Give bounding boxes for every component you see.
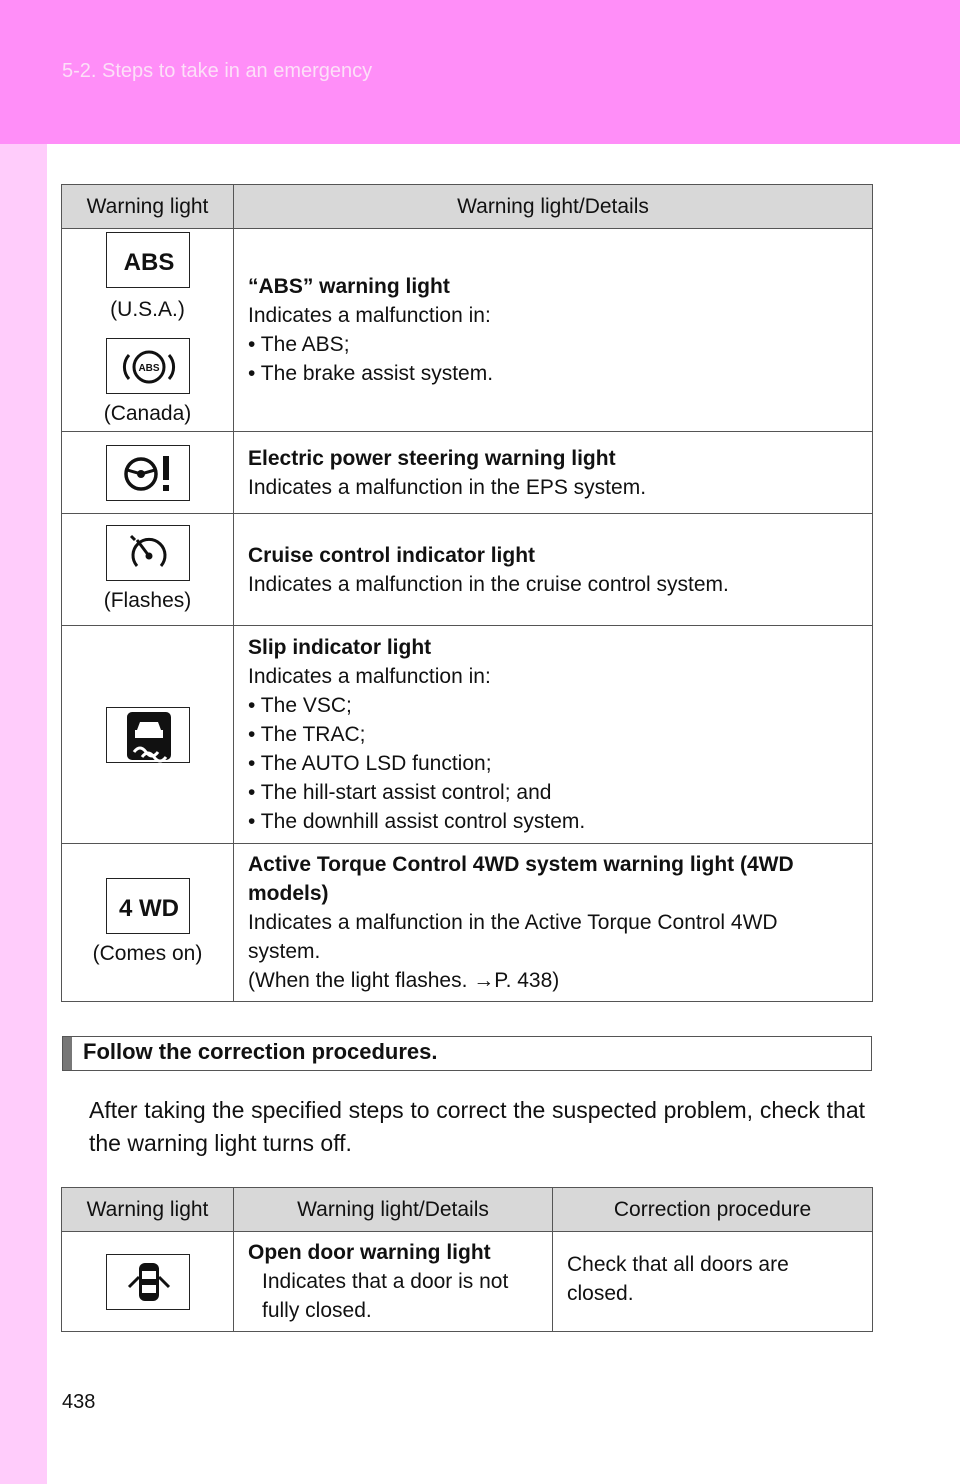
detail-line: Indicates a malfunction in the cruise control system. bbox=[248, 572, 729, 596]
abs-text-icon bbox=[106, 232, 190, 288]
detail-line: Indicates a malfunction in the EPS system. bbox=[248, 475, 647, 499]
table-row bbox=[62, 1232, 873, 1332]
detail-line: • The hill-start assist control; and bbox=[248, 781, 552, 804]
correction-line: closed. bbox=[567, 1282, 634, 1305]
slip-indicator-icon bbox=[106, 707, 190, 763]
detail-line: Indicates that a door is not bbox=[262, 1270, 509, 1293]
detail-line: • The AUTO LSD function; bbox=[248, 752, 492, 775]
detail-cell bbox=[234, 844, 873, 1002]
detail-line: Indicates a malfunction in: bbox=[248, 665, 491, 688]
column-header: Warning light/Details bbox=[234, 1188, 553, 1232]
icon-cell bbox=[62, 626, 234, 844]
heading-accent-bar bbox=[63, 1037, 72, 1070]
4wd-icon bbox=[106, 878, 190, 934]
warning-light-table bbox=[61, 184, 873, 1002]
page-number: 438 bbox=[62, 1391, 96, 1413]
light-title: Active Torque Control 4WD system warning light (4WD bbox=[248, 853, 794, 876]
detail-line: fully closed. bbox=[262, 1299, 372, 1322]
left-margin-strip bbox=[0, 144, 47, 1484]
detail-line: • The VSC; bbox=[248, 694, 352, 717]
column-header: Warning light bbox=[62, 1188, 234, 1232]
detail-line: • The TRAC; bbox=[248, 723, 366, 746]
cruise-control-icon bbox=[106, 525, 190, 581]
icon-cell bbox=[62, 432, 234, 514]
steering-warning-icon bbox=[106, 445, 190, 501]
detail-line: system. bbox=[248, 940, 321, 963]
detail-line: • The brake assist system. bbox=[248, 362, 494, 385]
icon-cell bbox=[62, 229, 234, 432]
table-row bbox=[62, 432, 873, 514]
light-title: models) bbox=[248, 882, 329, 905]
region-caption: (U.S.A.) bbox=[110, 298, 185, 321]
icon-cell bbox=[62, 844, 234, 1002]
svg-text:ABS: ABS bbox=[123, 249, 174, 276]
detail-cell bbox=[234, 626, 873, 844]
icon-cell bbox=[62, 1232, 234, 1332]
procedure-body: After taking the specified steps to correct the suspected problem, check that the warning light turns off. bbox=[89, 1097, 865, 1156]
abs-circle-icon bbox=[106, 338, 190, 394]
table-header-row bbox=[62, 1188, 873, 1232]
open-door-icon bbox=[106, 1254, 190, 1310]
table-row bbox=[62, 844, 873, 1002]
column-header: Correction procedure bbox=[553, 1188, 873, 1232]
section-title: 5-2. Steps to take in an emergency bbox=[62, 60, 373, 82]
detail-line: • The ABS; bbox=[248, 333, 350, 356]
light-title: Cruise control indicator light bbox=[248, 543, 536, 567]
correction-cell bbox=[553, 1232, 873, 1332]
detail-cell bbox=[234, 229, 873, 432]
table-row bbox=[62, 626, 873, 844]
table-header-row bbox=[62, 185, 873, 229]
detail-cell bbox=[234, 432, 873, 514]
region-caption: (Canada) bbox=[103, 402, 192, 425]
table-row bbox=[62, 229, 873, 432]
icon-cell bbox=[62, 514, 234, 626]
correction-table bbox=[61, 1187, 873, 1332]
status-caption: (Comes on) bbox=[92, 941, 203, 965]
column-header: Warning light bbox=[62, 185, 234, 229]
detail-line: • The downhill assist control system. bbox=[248, 810, 586, 833]
light-title: Electric power steering warning light bbox=[248, 446, 616, 470]
svg-text:ABS: ABS bbox=[137, 363, 160, 374]
detail-line: Indicates a malfunction in the Active Torque Control 4WD bbox=[248, 911, 778, 934]
light-title: “ABS” warning light bbox=[248, 275, 450, 298]
svg-text:4 WD: 4 WD bbox=[118, 894, 179, 922]
procedure-heading-box bbox=[62, 1036, 872, 1071]
column-header: Warning light/Details bbox=[234, 185, 873, 229]
light-title: Slip indicator light bbox=[248, 636, 432, 659]
status-caption: (Flashes) bbox=[103, 588, 192, 612]
table-row bbox=[62, 514, 873, 626]
procedure-heading: Follow the correction procedures. bbox=[83, 1039, 438, 1064]
detail-cell bbox=[234, 1232, 553, 1332]
light-title: Open door warning light bbox=[248, 1241, 491, 1264]
correction-line: Check that all doors are bbox=[567, 1253, 789, 1276]
page-reference: (When the light flashes. →P. 438) bbox=[248, 969, 560, 992]
detail-cell bbox=[234, 514, 873, 626]
detail-line: Indicates a malfunction in: bbox=[248, 304, 491, 327]
